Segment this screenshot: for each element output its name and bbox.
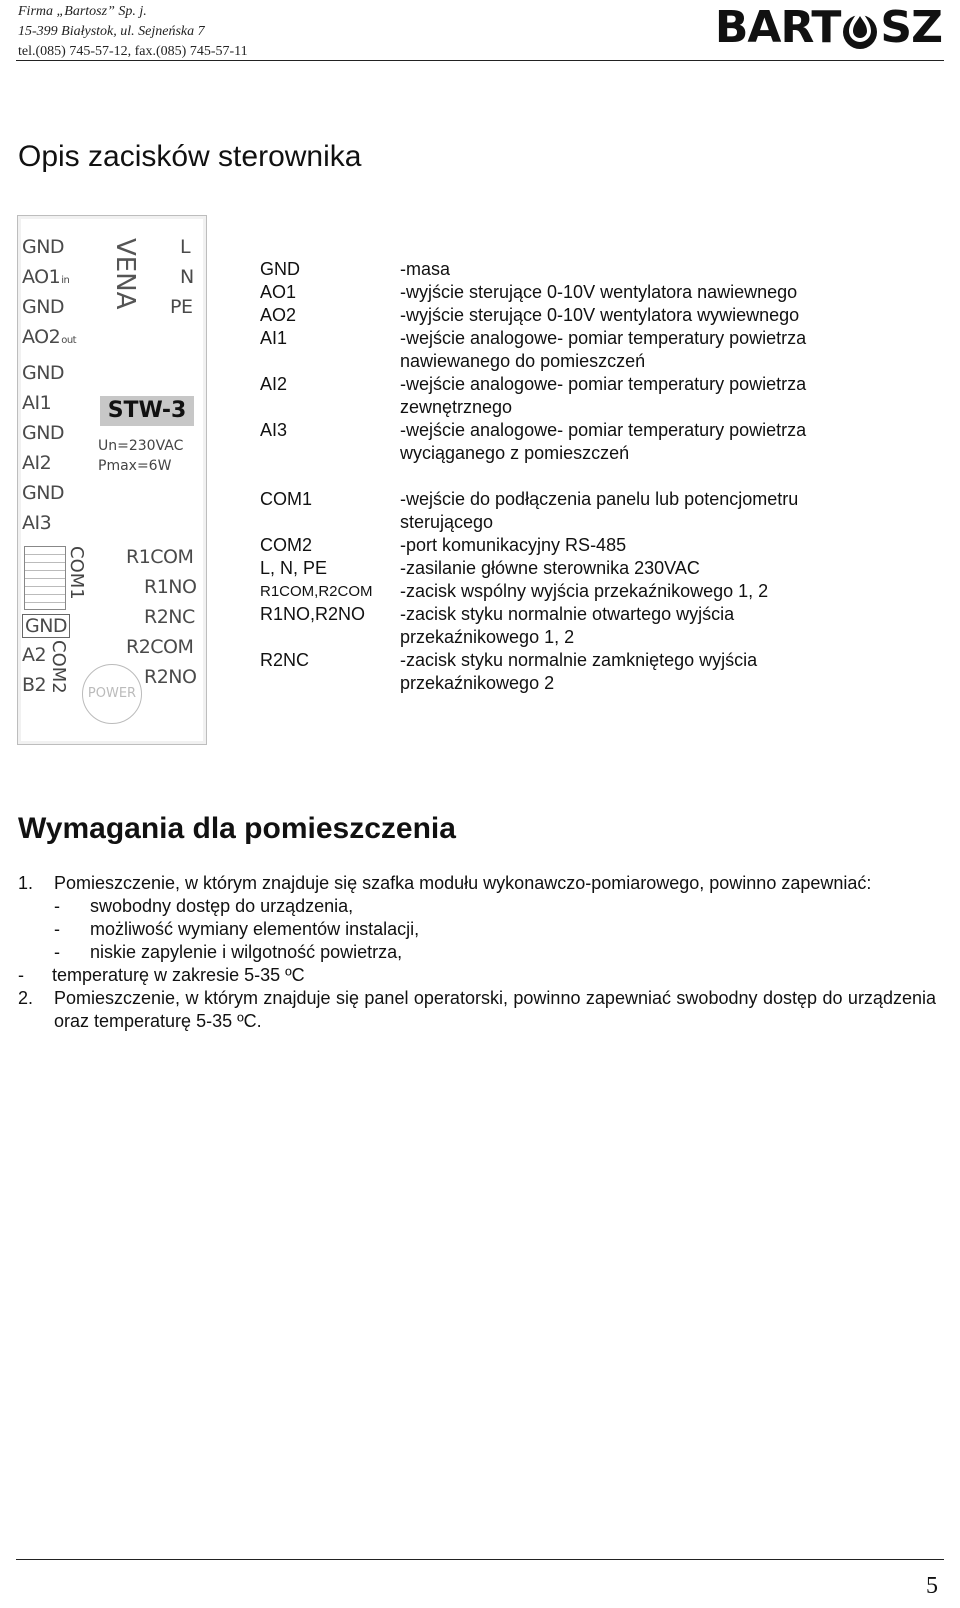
pin-pe: PE <box>170 296 193 318</box>
bullet-item <box>18 964 936 987</box>
item-text: Pomieszczenie, w którym znajduje się panel operatorski, powinno zapewniać swobodny dostęp do urządzenia oraz temperaturę 5-35 ºC. <box>54 988 936 1031</box>
pin-r2nc: R2NC <box>144 606 195 628</box>
terminal-desc: -wyjście sterujące 0-10V wentylatora wywiewnego <box>400 305 800 325</box>
pin-gnd-4: GND <box>22 422 65 444</box>
com1-label: COM1 <box>66 546 87 600</box>
pin-ai1: AI1 <box>22 392 52 414</box>
company-address: 15-399 Białystok, ul. Sejneńska 7 <box>18 24 205 39</box>
pin-gnd-2: GND <box>22 296 65 318</box>
terminal-label: AO1 <box>260 282 297 302</box>
item-number: 1. <box>18 873 34 893</box>
bullet-dash: - <box>18 965 24 985</box>
footer-divider <box>16 1559 944 1560</box>
table-row <box>260 603 860 649</box>
table-row <box>260 534 860 557</box>
terminal-label: R1COM,R2COM <box>260 583 373 600</box>
table-row <box>260 488 860 534</box>
pin-n: N <box>180 266 194 288</box>
terminal-label: AI2 <box>260 374 288 394</box>
bullet-text: temperaturę w zakresie 5-35 ºC <box>52 965 305 985</box>
bullet-item <box>18 941 936 964</box>
terminal-label: GND <box>260 259 300 279</box>
com2-label: COM2 <box>48 640 69 694</box>
terminal-desc: -masa <box>400 259 451 279</box>
pin-gnd-1: GND <box>22 236 65 258</box>
pin-l: L <box>180 236 191 258</box>
table-row <box>260 373 860 419</box>
pin-ao1: AO1in <box>22 266 70 288</box>
pin-gnd-5: GND <box>22 482 65 504</box>
bullet-item <box>18 895 936 918</box>
bullet-text: niskie zapylenie i wilgotność powietrza, <box>90 942 403 962</box>
terminal-label: R2NC <box>260 650 310 670</box>
com1-connector <box>24 546 66 610</box>
section-title: Wymagania dla pomieszczenia <box>18 812 456 845</box>
terminal-label: AO2 <box>260 305 297 325</box>
list-item <box>18 987 936 1033</box>
requirements-list <box>18 872 936 1033</box>
pin-ao2: AO2out <box>22 326 77 348</box>
page-title: Opis zacisków sterownika <box>18 140 362 173</box>
table-spacer <box>260 465 860 488</box>
bullet-dash: - <box>54 919 60 939</box>
pin-r2com: R2COM <box>126 636 194 658</box>
page-number: 5 <box>926 1573 938 1599</box>
terminal-label: R1NO,R2NO <box>260 604 366 624</box>
terminal-label: COM2 <box>260 535 313 555</box>
terminal-desc: -wejście analogowe- pomiar temperatury powietrza nawiewanego do pomieszczeń <box>400 328 807 371</box>
table-row <box>260 557 860 580</box>
pin-gnd-6: GND <box>22 614 70 638</box>
terminal-desc: -wejście analogowe- pomiar temperatury powietrza zewnętrznego <box>400 374 807 417</box>
pin-r1com: R1COM <box>126 546 194 568</box>
bullet-dash: - <box>54 896 60 916</box>
company-name: Firma „Bartosz” Sp. j. <box>18 4 147 19</box>
table-row <box>260 258 860 281</box>
logo-text-left: BART <box>714 2 841 53</box>
drop-icon <box>841 4 879 52</box>
bullet-item <box>18 918 936 941</box>
pin-r2no: R2NO <box>144 666 197 688</box>
company-phone: tel.(085) 745-57-12, fax.(085) 745-57-11 <box>18 44 248 59</box>
brand-label: VENA <box>110 238 140 310</box>
terminal-desc: -zasilanie główne sterownika 230VAC <box>400 558 700 578</box>
terminals-table <box>260 258 860 695</box>
table-row <box>260 580 860 603</box>
header-divider <box>16 60 944 61</box>
pin-ai3: AI3 <box>22 512 52 534</box>
pin-b2: B2 <box>22 674 47 696</box>
pin-gnd-3: GND <box>22 362 65 384</box>
list-item <box>18 872 936 895</box>
terminal-label: AI3 <box>260 420 288 440</box>
terminal-desc: -zacisk styku normalnie zamkniętego wyjścia przekaźnikowego 2 <box>400 650 758 693</box>
table-row <box>260 327 860 373</box>
spec-power: Pmax=6W <box>98 458 172 474</box>
item-text: Pomieszczenie, w którym znajduje się szafka modułu wykonawczo-pomiarowego, powinno zapewniać: <box>54 873 872 893</box>
terminal-desc: -zacisk wspólny wyjścia przekaźnikowego 1, 2 <box>400 581 769 601</box>
company-info <box>18 2 248 62</box>
table-row <box>260 304 860 327</box>
power-indicator: POWER <box>82 664 142 724</box>
terminal-label: COM1 <box>260 489 313 509</box>
model-badge: STW-3 <box>100 396 194 426</box>
pin-r1no: R1NO <box>144 576 197 598</box>
terminal-desc: -port komunikacyjny RS-485 <box>400 535 627 555</box>
bartosz-logo <box>715 4 942 52</box>
terminal-label: L, N, PE <box>260 558 328 578</box>
terminal-label: AI1 <box>260 328 288 348</box>
pin-a2: A2 <box>22 644 47 666</box>
bullet-dash: - <box>54 942 60 962</box>
controller-diagram <box>17 215 207 745</box>
item-number: 2. <box>18 988 34 1008</box>
bullet-text: możliwość wymiany elementów instalacji, <box>90 919 420 939</box>
terminal-desc: -zacisk styku normalnie otwartego wyjścia przekaźnikowego 1, 2 <box>400 604 735 647</box>
pin-ai2: AI2 <box>22 452 52 474</box>
terminal-desc: -wyjście sterujące 0-10V wentylatora nawiewnego <box>400 282 798 302</box>
terminal-desc: -wejście do podłączenia panelu lub potencjometru sterującego <box>400 489 799 532</box>
terminal-desc: -wejście analogowe- pomiar temperatury powietrza wyciąganego z pomieszczeń <box>400 420 807 463</box>
logo-text-right: SZ <box>880 2 942 53</box>
bullet-text: swobodny dostęp do urządzenia, <box>90 896 354 916</box>
spec-voltage: Un=230VAC <box>98 438 184 454</box>
table-row <box>260 281 860 304</box>
table-row <box>260 419 860 465</box>
page-header <box>0 0 960 62</box>
table-row <box>260 649 860 695</box>
